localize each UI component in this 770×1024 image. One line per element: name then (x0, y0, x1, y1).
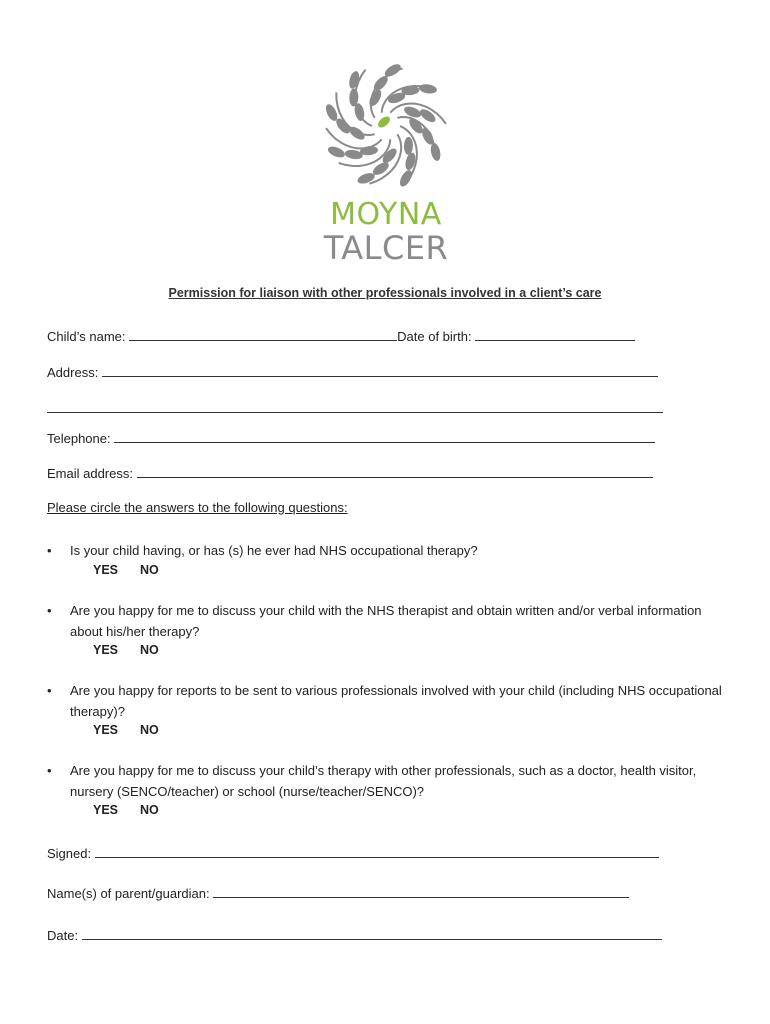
childs-name-field[interactable] (129, 328, 397, 341)
leaf-shape (418, 83, 437, 95)
no-option[interactable]: NO (140, 643, 159, 657)
bullet: • (47, 763, 52, 778)
address-field-1[interactable] (102, 364, 658, 377)
leaf-shape (404, 137, 413, 155)
parent-name-label: Name(s) of parent/guardian: (47, 886, 210, 901)
childs-name-row (47, 328, 635, 344)
telephone-field[interactable] (114, 430, 655, 443)
form-title: Permission for liaison with other professionals involved in a client’s care (168, 286, 602, 300)
no-option[interactable]: NO (140, 723, 159, 737)
question-1-text: Is your child having, or has (s) he ever had NHS occupational therapy? (70, 543, 478, 558)
logo-text-moyna: MOYNA (330, 197, 442, 232)
question-4-answers (93, 803, 159, 817)
leaf-shape (326, 144, 346, 159)
yes-option[interactable]: YES (93, 803, 119, 817)
question-3 (47, 680, 727, 722)
dob-label: Date of birth: (397, 329, 472, 344)
question-2-answers (93, 643, 159, 657)
address-row (47, 364, 658, 380)
childs-name-label: Child’s name: (47, 329, 126, 344)
date-row (47, 927, 662, 943)
no-option[interactable]: NO (140, 803, 159, 817)
address-field-2[interactable] (47, 400, 663, 413)
email-field[interactable] (137, 465, 653, 478)
signed-field[interactable] (95, 845, 659, 858)
address-row-2 (47, 400, 663, 416)
leaf-shape (418, 107, 438, 125)
question-3-answers (93, 723, 159, 737)
question-4 (47, 760, 727, 802)
parent-name-field[interactable] (213, 885, 629, 898)
telephone-row (47, 430, 655, 446)
parent-name-row (47, 885, 629, 901)
leaf-shape (429, 142, 442, 162)
email-label: Email address: (47, 466, 133, 481)
telephone-label: Telephone: (47, 431, 111, 446)
question-1-answers (93, 563, 159, 577)
leaf-shape (367, 88, 384, 108)
moyna-talcer-logo (306, 58, 466, 268)
bullet: • (47, 603, 52, 618)
email-row (47, 465, 653, 481)
bullet: • (47, 543, 52, 558)
signed-label: Signed: (47, 846, 92, 861)
yes-option[interactable]: YES (93, 723, 119, 737)
bullet: • (47, 683, 52, 698)
logo-text-talcer: TALCER (323, 229, 449, 267)
no-option[interactable]: NO (140, 563, 159, 577)
date-label: Date: (47, 928, 79, 943)
signed-row (47, 845, 659, 861)
instructions: Please circle the answers to the following questions: (47, 500, 348, 515)
question-1 (47, 540, 727, 561)
address-label: Address: (47, 365, 99, 380)
leaf-shape (376, 114, 392, 129)
tree-leaf-icon (306, 58, 466, 198)
question-4-text: Are you happy for me to discuss your child’s therapy with other professionals, such as a doctor, health visitor, nursery (SENCO/teacher) or school (nurse/teacher/SENCO)? (70, 763, 697, 799)
date-field[interactable] (82, 927, 662, 940)
question-2 (47, 600, 727, 642)
question-2-text: Are you happy for me to discuss your child with the NHS therapist and obtain written and/or verbal information about his/her therapy? (70, 603, 702, 639)
leaf-shape (398, 168, 415, 188)
yes-option[interactable]: YES (93, 643, 119, 657)
dob-field[interactable] (475, 328, 635, 341)
yes-option[interactable]: YES (93, 563, 119, 577)
question-3-text: Are you happy for reports to be sent to various professionals involved with your child (including NHS occupational therapy)? (70, 683, 722, 719)
